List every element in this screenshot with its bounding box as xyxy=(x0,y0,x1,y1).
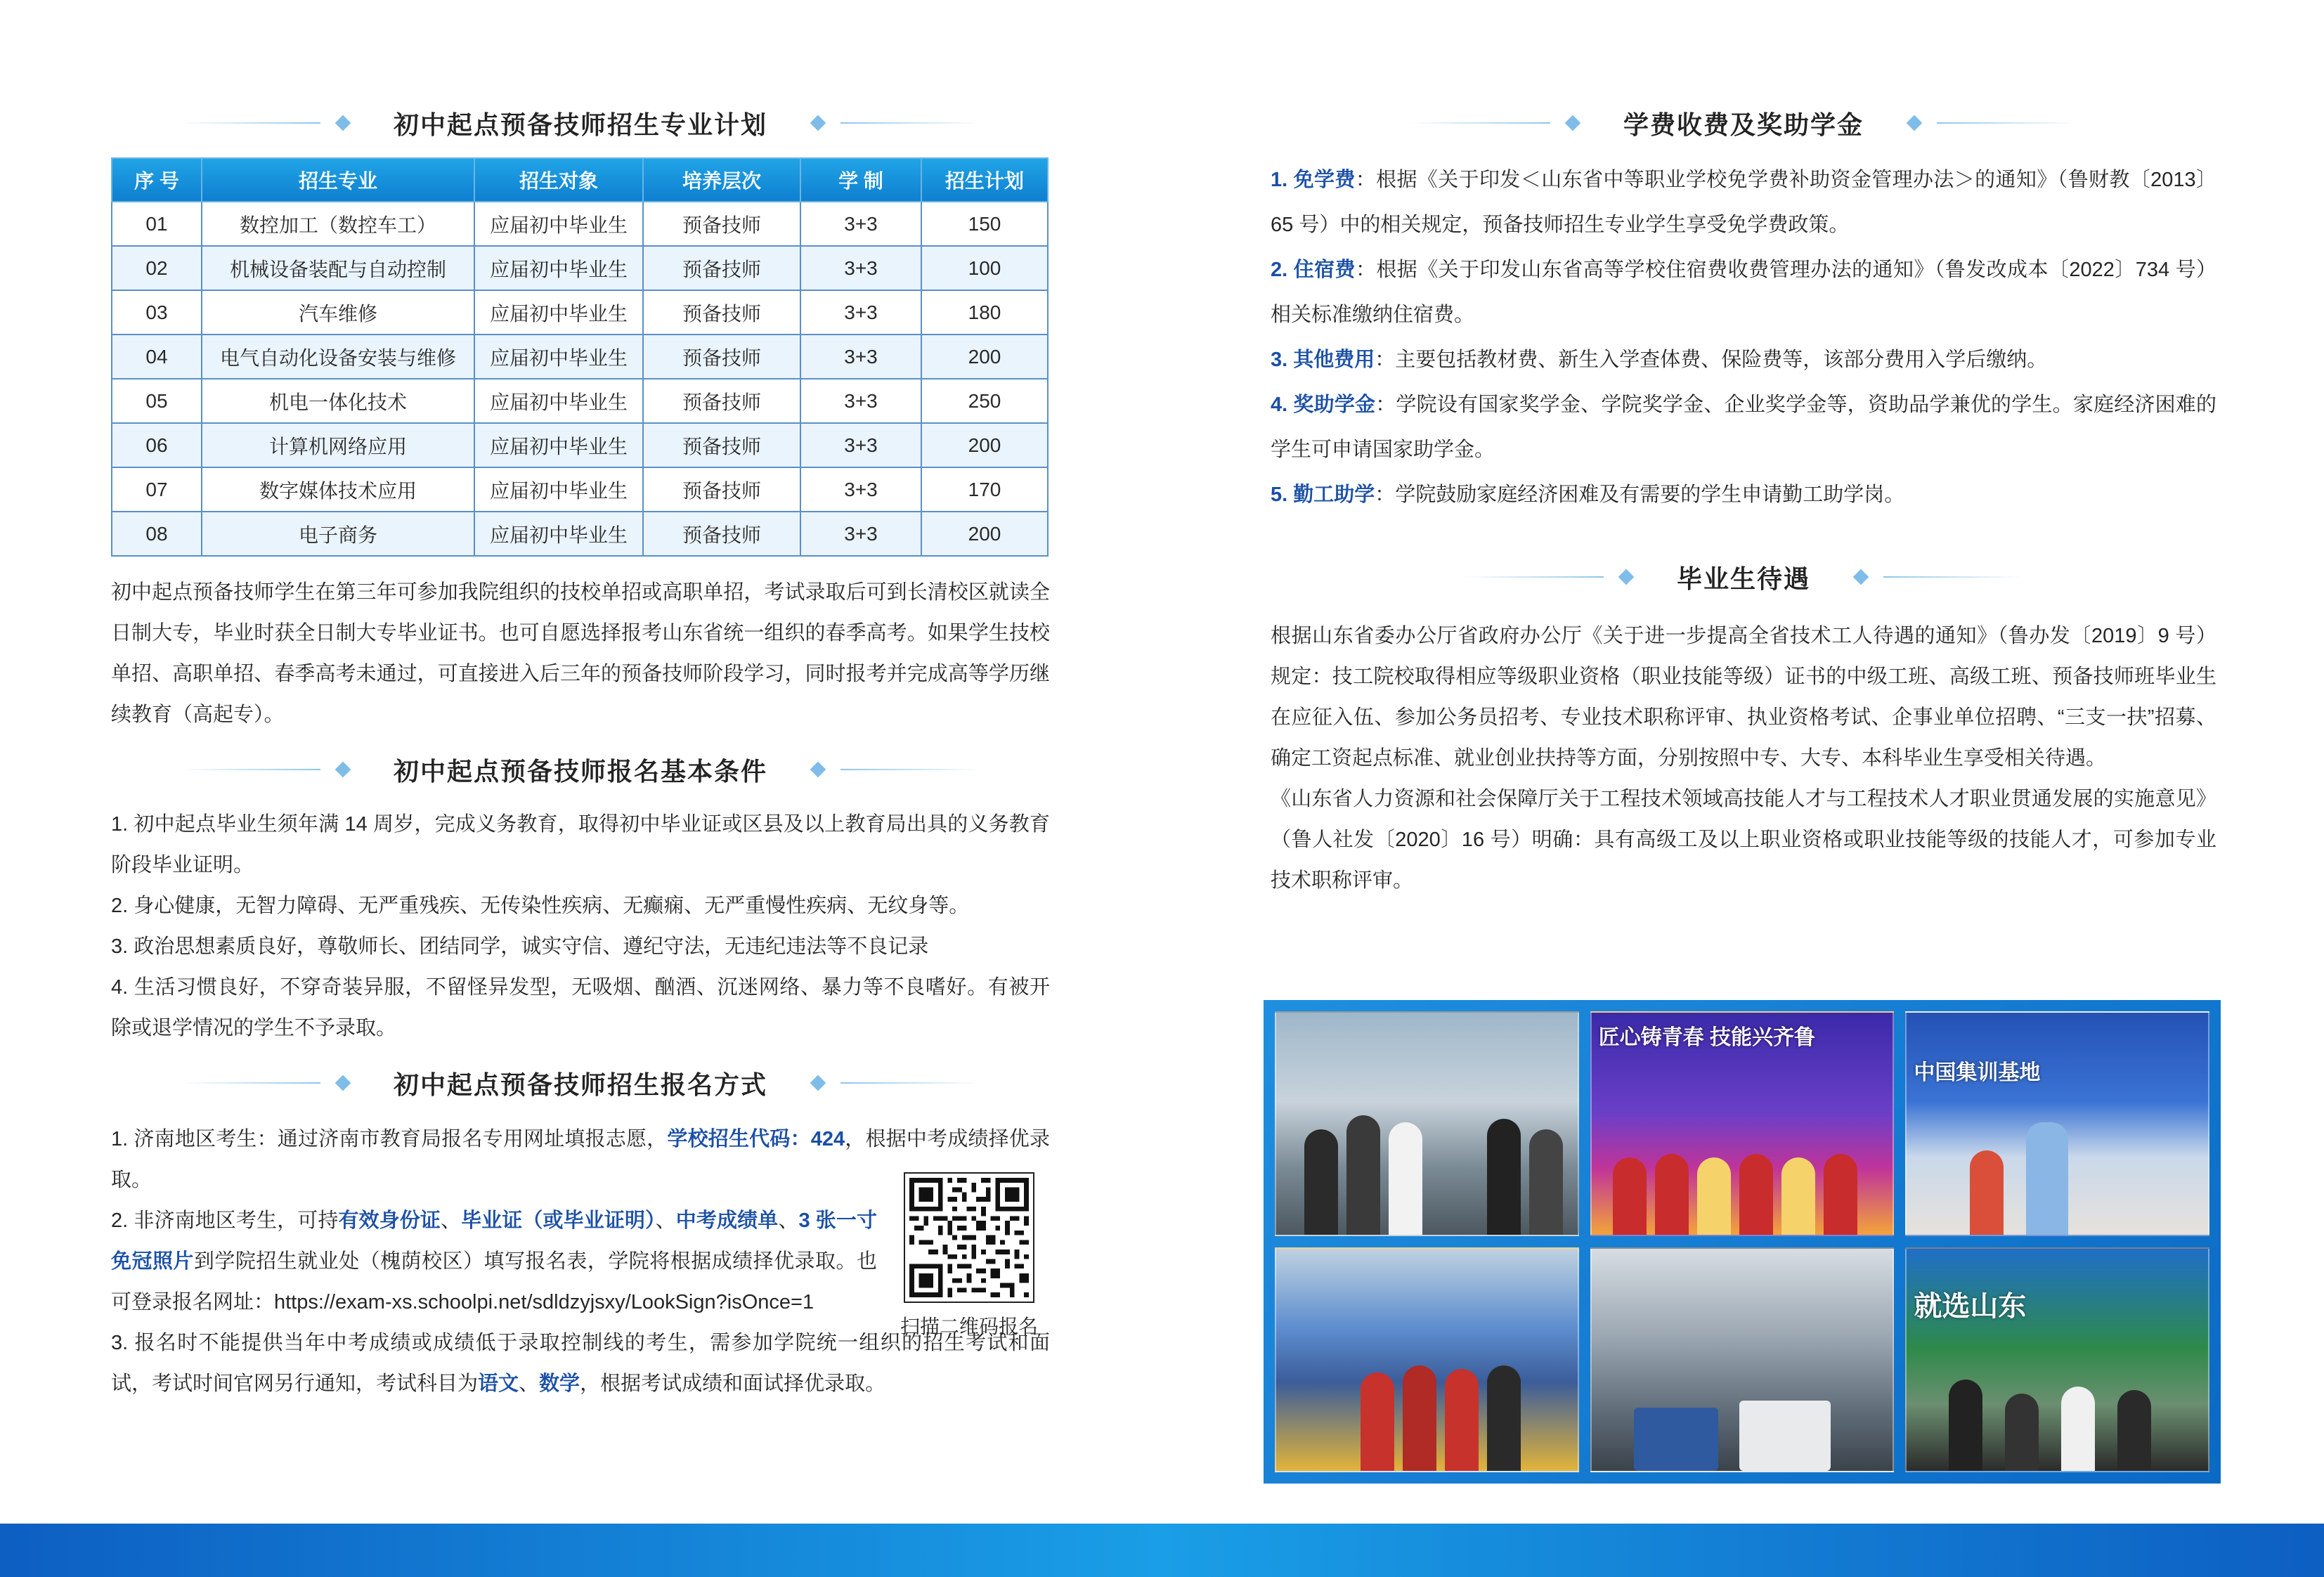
table-row xyxy=(112,290,1048,335)
title-rule-left xyxy=(180,1082,320,1084)
diamond-icon xyxy=(1907,115,1923,131)
cell-major: 电子商务 xyxy=(202,512,474,556)
method-text: ，根据中考成绩择优录取。 xyxy=(111,1128,1050,1191)
plan-note: 初中起点预备技师学生在第三年可参加我院组织的技校单招或高职单招，考试录取后可到长清校区就读全日制大专，毕业时获全日制大专毕业证书。也可自愿选择报考山东省统一组织的春季高考。如果学生技校单招、高职单招、春季高考未通过，可直接进入后三年的预备技师阶段学习，同时报考并完成高等学历继续教育（高起专）。 xyxy=(111,581,1050,726)
graduate-paragraph-1: 根据山东省委办公厅省政府办公厅《关于进一步提高全省技术工人待遇的通知》（鲁办发〔2019〕9 号）规定：技工院校取得相应等级职业资格（职业技能等级）证书的中级工班、高级工班、预备技师班毕业生在应征入伍、参加公务员招考、专业技术职称评审、执业资格考试、企事业单位招聘、“三支一扶”招募、确定工资起点标准、就业创业扶持等方面，分别按照中专、大专、本科毕业生享受相关待遇。 xyxy=(1271,625,2216,770)
title-rule-left xyxy=(1410,122,1550,124)
plan-section-title: 初中起点预备技师招生专业计划 xyxy=(393,110,767,140)
title-rule-right xyxy=(1883,576,2024,578)
col-header: 招生专业 xyxy=(202,158,474,202)
cell-major: 数字媒体技术应用 xyxy=(202,467,474,512)
cell-no: 01 xyxy=(112,202,202,246)
fees-list xyxy=(1271,157,2216,517)
table-row xyxy=(112,246,1048,290)
method-text: 1. 济南地区考生：通过济南市教育局报名专用网址填报志愿， xyxy=(111,1128,668,1150)
conditions-section-header xyxy=(111,745,1050,794)
fee-text: ：学院鼓励家庭经济困难及有需要的学生申请勤工助学岗。 xyxy=(1375,484,1905,506)
fee-item xyxy=(1271,382,2216,472)
required-doc: 3 张一寸免冠照片 xyxy=(111,1209,877,1273)
fee-label: 1. 免学费 xyxy=(1271,169,1356,191)
method-block xyxy=(111,1119,1050,1404)
method-section-title: 初中起点预备技师招生报名方式 xyxy=(393,1070,767,1100)
cell-quota: 150 xyxy=(921,202,1048,246)
left-column xyxy=(111,98,1050,1404)
cell-target: 应届初中毕业生 xyxy=(474,512,643,556)
cell-target: 应届初中毕业生 xyxy=(474,423,643,467)
cell-quota: 200 xyxy=(921,512,1048,556)
fee-text: ：根据《关于印发＜山东省中等职业学校免学费补助资金管理办法＞的通知》（鲁财教〔2013〕65 号）中的相关规定，预备技师招生专业学生享受免学费政策。 xyxy=(1271,169,2216,236)
cell-duration: 3+3 xyxy=(800,290,921,335)
cell-duration: 3+3 xyxy=(800,379,921,423)
cell-quota: 200 xyxy=(921,423,1048,467)
photo-lab-visit xyxy=(1275,1011,1579,1236)
fee-text: ：根据《关于印发山东省高等学校住宿费收费管理办法的通知》（鲁发改成本〔2022〕734 号）相关标准缴纳住宿费。 xyxy=(1271,259,2216,326)
cell-no: 08 xyxy=(112,512,202,556)
photo-gallery xyxy=(1264,1000,2221,1484)
cell-target: 应届初中毕业生 xyxy=(474,202,643,246)
graduate-section-title: 毕业生待遇 xyxy=(1676,564,1810,594)
exam-subject: 数学 xyxy=(539,1372,580,1395)
cell-target: 应届初中毕业生 xyxy=(474,379,643,423)
cell-quota: 250 xyxy=(921,379,1048,423)
photo-workshop xyxy=(1590,1247,1895,1472)
diamond-icon xyxy=(1853,569,1869,585)
method-text: 、 xyxy=(440,1209,462,1232)
method-text: 、 xyxy=(655,1209,676,1232)
fee-label: 5. 勤工助学 xyxy=(1271,484,1375,506)
cell-no: 03 xyxy=(112,290,202,335)
cell-level: 预备技师 xyxy=(643,290,800,335)
cell-target: 应届初中毕业生 xyxy=(474,246,643,290)
cell-no: 05 xyxy=(112,379,202,423)
diamond-icon xyxy=(335,1075,351,1091)
diamond-icon xyxy=(335,762,351,778)
fees-section-title: 学费收费及奖助学金 xyxy=(1623,110,1864,140)
photo-recruitment-fair xyxy=(1905,1247,2209,1472)
diamond-icon xyxy=(335,115,351,131)
fee-item xyxy=(1271,337,2216,382)
fee-label: 2. 住宿费 xyxy=(1271,259,1356,281)
cell-duration: 3+3 xyxy=(800,335,921,379)
col-header: 序 号 xyxy=(112,158,202,202)
diamond-icon xyxy=(810,115,826,131)
method-item-2 xyxy=(111,1200,877,1323)
table-row xyxy=(112,512,1048,556)
diamond-icon xyxy=(1565,115,1581,131)
cell-level: 预备技师 xyxy=(643,512,800,556)
table-row xyxy=(112,335,1048,379)
table-row xyxy=(112,379,1048,423)
col-header: 招生计划 xyxy=(921,158,1048,202)
condition-item: 4. 生活习惯良好，不穿奇装异服，不留怪异发型，无吸烟、酗酒、沉迷网络、暴力等不良嗜好。有被开除或退学情况的学生不予录取。 xyxy=(111,976,1050,1039)
table-row xyxy=(112,467,1048,512)
method-text: 到学院招生就业处（槐荫校区）填写报名表，学院将根据成绩择优录取。也可登录报名网址：https://exam-xs.schoolpi.net/sdldzyjsxy/LookSign?isOnce=1 xyxy=(111,1250,877,1313)
cell-level: 预备技师 xyxy=(643,246,800,290)
footer-bar xyxy=(0,1524,2324,1577)
method-text: 、 xyxy=(519,1372,540,1395)
cell-duration: 3+3 xyxy=(800,246,921,290)
cell-major: 电气自动化设备安装与维修 xyxy=(202,335,474,379)
required-doc: 毕业证（或毕业证明） xyxy=(461,1209,656,1232)
cell-target: 应届初中毕业生 xyxy=(474,467,643,512)
school-code: 学校招生代码：424 xyxy=(667,1128,845,1150)
graduate-section-header xyxy=(1271,552,2216,602)
method-text: 2. 非济南地区考生，可持 xyxy=(111,1209,339,1232)
title-rule-left xyxy=(1463,576,1604,578)
cell-quota: 180 xyxy=(921,290,1048,335)
plan-section-header xyxy=(111,98,1050,148)
cell-duration: 3+3 xyxy=(800,512,921,556)
table-header-row xyxy=(112,158,1048,202)
cell-no: 06 xyxy=(112,423,202,467)
fee-text: ：学院设有国家奖学金、学院奖学金、企业奖学金等，资助品学兼优的学生。家庭经济困难的学生可申请国家助学金。 xyxy=(1271,394,2216,461)
cell-level: 预备技师 xyxy=(643,423,800,467)
fees-section-header xyxy=(1271,98,2216,148)
condition-item: 3. 政治思想素质良好，尊敬师长、团结同学，诚实守信、遵纪守法，无违纪违法等不良记录 xyxy=(111,935,929,958)
title-rule-left xyxy=(180,769,320,770)
photo-competition-team xyxy=(1275,1247,1579,1472)
required-doc: 有效身份证 xyxy=(338,1209,441,1232)
photo-award-stage xyxy=(1590,1011,1895,1236)
col-header: 招生对象 xyxy=(474,158,643,202)
method-text: 、 xyxy=(778,1209,799,1232)
title-rule-right xyxy=(840,769,981,770)
conditions-list xyxy=(111,804,1050,1049)
graduate-paragraph-2: 《山东省人力资源和社会保障厅关于工程技术领域高技能人才与工程技术人才职业贯通发展的实施意见》（鲁人社发〔2020〕16 号）明确：具有高级工及以上职业资格或职业技能等级的技能人才，可参加专业技术职称评审。 xyxy=(1271,788,2216,892)
cell-duration: 3+3 xyxy=(800,467,921,512)
qr-code-pattern xyxy=(909,1178,1029,1297)
cell-target: 应届初中毕业生 xyxy=(474,290,643,335)
cell-major: 计算机网络应用 xyxy=(202,423,474,467)
cell-level: 预备技师 xyxy=(643,202,800,246)
title-rule-right xyxy=(840,1082,981,1084)
photo-training-base xyxy=(1905,1011,2209,1236)
right-column xyxy=(1271,98,2216,901)
cell-quota: 100 xyxy=(921,246,1048,290)
fee-item xyxy=(1271,157,2216,247)
photo-caption: 匠心铸青春 技能兴齐鲁 xyxy=(1598,1026,1815,1049)
condition-item: 1. 初中起点毕业生须年满 14 周岁，完成义务教育，取得初中毕业证或区县及以上教育局出具的义务教育阶段毕业证明。 xyxy=(111,813,1050,876)
table-row xyxy=(112,202,1048,246)
exam-subject: 语文 xyxy=(478,1372,519,1395)
cell-target: 应届初中毕业生 xyxy=(474,335,643,379)
table-row xyxy=(112,423,1048,467)
cell-level: 预备技师 xyxy=(643,467,800,512)
condition-item: 2. 身心健康，无智力障碍、无严重残疾、无传染性疾病、无癫痫、无严重慢性疾病、无纹身等。 xyxy=(111,895,970,917)
cell-major: 机电一体化技术 xyxy=(202,379,474,423)
method-text: ，根据考试成绩和面试择优录取。 xyxy=(580,1372,886,1395)
method-text: 3. 报名时不能提供当年中考成绩或成绩低于录取控制线的考生，需参加学院统一组织的招生考试和面试，考试时间官网另行通知，考试科目为 xyxy=(111,1332,1050,1395)
cell-level: 预备技师 xyxy=(643,335,800,379)
diamond-icon xyxy=(810,762,826,778)
cell-no: 04 xyxy=(112,335,202,379)
cell-quota: 170 xyxy=(921,467,1048,512)
cell-major: 汽车维修 xyxy=(202,290,474,335)
col-header: 培养层次 xyxy=(643,158,800,202)
fee-item xyxy=(1271,472,2216,517)
fee-label: 4. 奖助学金 xyxy=(1271,394,1376,416)
fee-text: ：主要包括教材费、新生入学查体费、保险费等，该部分费用入学后缴纳。 xyxy=(1375,349,2048,371)
fee-item xyxy=(1271,247,2216,337)
method-section-header xyxy=(111,1058,1050,1108)
cell-major: 机械设备装配与自动控制 xyxy=(202,246,474,290)
diamond-icon xyxy=(810,1075,826,1091)
photo-caption: 中国集训基地 xyxy=(1914,1061,2041,1084)
cell-duration: 3+3 xyxy=(800,423,921,467)
diamond-icon xyxy=(1618,569,1635,585)
cell-quota: 200 xyxy=(921,335,1048,379)
cell-no: 02 xyxy=(112,246,202,290)
cell-level: 预备技师 xyxy=(643,379,800,423)
title-rule-right xyxy=(1937,122,2077,124)
conditions-section-title: 初中起点预备技师报名基本条件 xyxy=(393,756,767,786)
cell-no: 07 xyxy=(112,467,202,512)
enrollment-plan-table xyxy=(111,157,1049,557)
qr-code[interactable] xyxy=(904,1172,1034,1303)
cell-duration: 3+3 xyxy=(800,202,921,246)
qr-caption: 扫描二维码报名 xyxy=(900,1316,1038,1337)
qr-block xyxy=(888,1172,1050,1339)
cell-major: 数控加工（数控车工） xyxy=(202,202,474,246)
fee-label: 3. 其他费用 xyxy=(1271,349,1375,371)
photo-caption: 就选山东 xyxy=(1914,1291,2027,1322)
required-doc: 中考成绩单 xyxy=(675,1209,779,1232)
title-rule-left xyxy=(180,122,320,124)
col-header: 学 制 xyxy=(800,158,921,202)
title-rule-right xyxy=(840,122,981,124)
